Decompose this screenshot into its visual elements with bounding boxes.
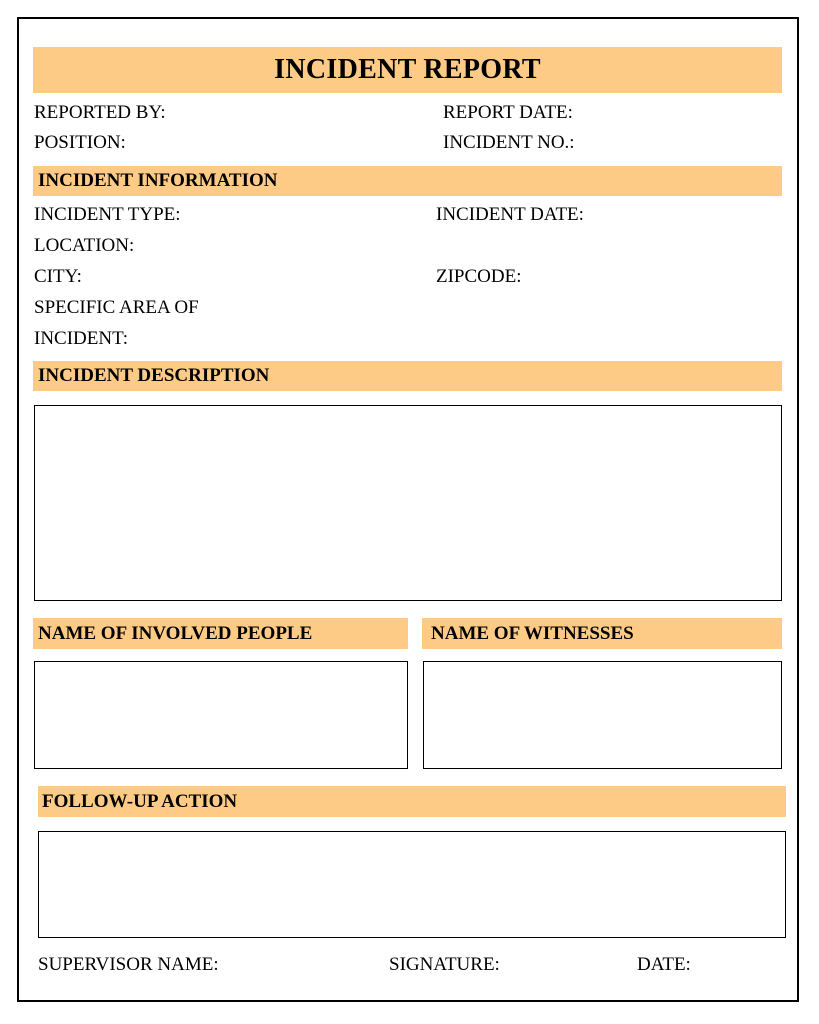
- involved-people-box[interactable]: [34, 661, 408, 769]
- page-title: INCIDENT REPORT: [33, 47, 782, 93]
- follow-up-box[interactable]: [38, 831, 786, 938]
- reported-by-label: REPORTED BY:: [34, 102, 166, 123]
- position-label: POSITION:: [34, 132, 126, 153]
- footer-date-label: DATE:: [637, 954, 691, 975]
- location-label: LOCATION:: [34, 235, 135, 256]
- supervisor-name-label: SUPERVISOR NAME:: [38, 954, 219, 975]
- witnesses-heading: NAME OF WITNESSES: [422, 618, 782, 649]
- follow-up-heading: FOLLOW-UP ACTION: [38, 786, 786, 817]
- specific-area-label-line2: INCIDENT:: [34, 328, 129, 349]
- incident-information-heading: INCIDENT INFORMATION: [33, 166, 782, 196]
- incident-type-label: INCIDENT TYPE:: [34, 204, 181, 225]
- city-label: CITY:: [34, 266, 82, 287]
- incident-no-label: INCIDENT NO.:: [443, 132, 575, 153]
- witnesses-box[interactable]: [423, 661, 782, 769]
- report-date-label: REPORT DATE:: [443, 102, 573, 123]
- involved-people-heading: NAME OF INVOLVED PEOPLE: [33, 618, 408, 649]
- incident-description-box[interactable]: [34, 405, 782, 601]
- specific-area-label-line1: SPECIFIC AREA OF: [34, 297, 199, 318]
- incident-date-label: INCIDENT DATE:: [436, 204, 584, 225]
- zipcode-label: ZIPCODE:: [436, 266, 522, 287]
- incident-description-heading: INCIDENT DESCRIPTION: [33, 361, 782, 391]
- signature-label: SIGNATURE:: [389, 954, 500, 975]
